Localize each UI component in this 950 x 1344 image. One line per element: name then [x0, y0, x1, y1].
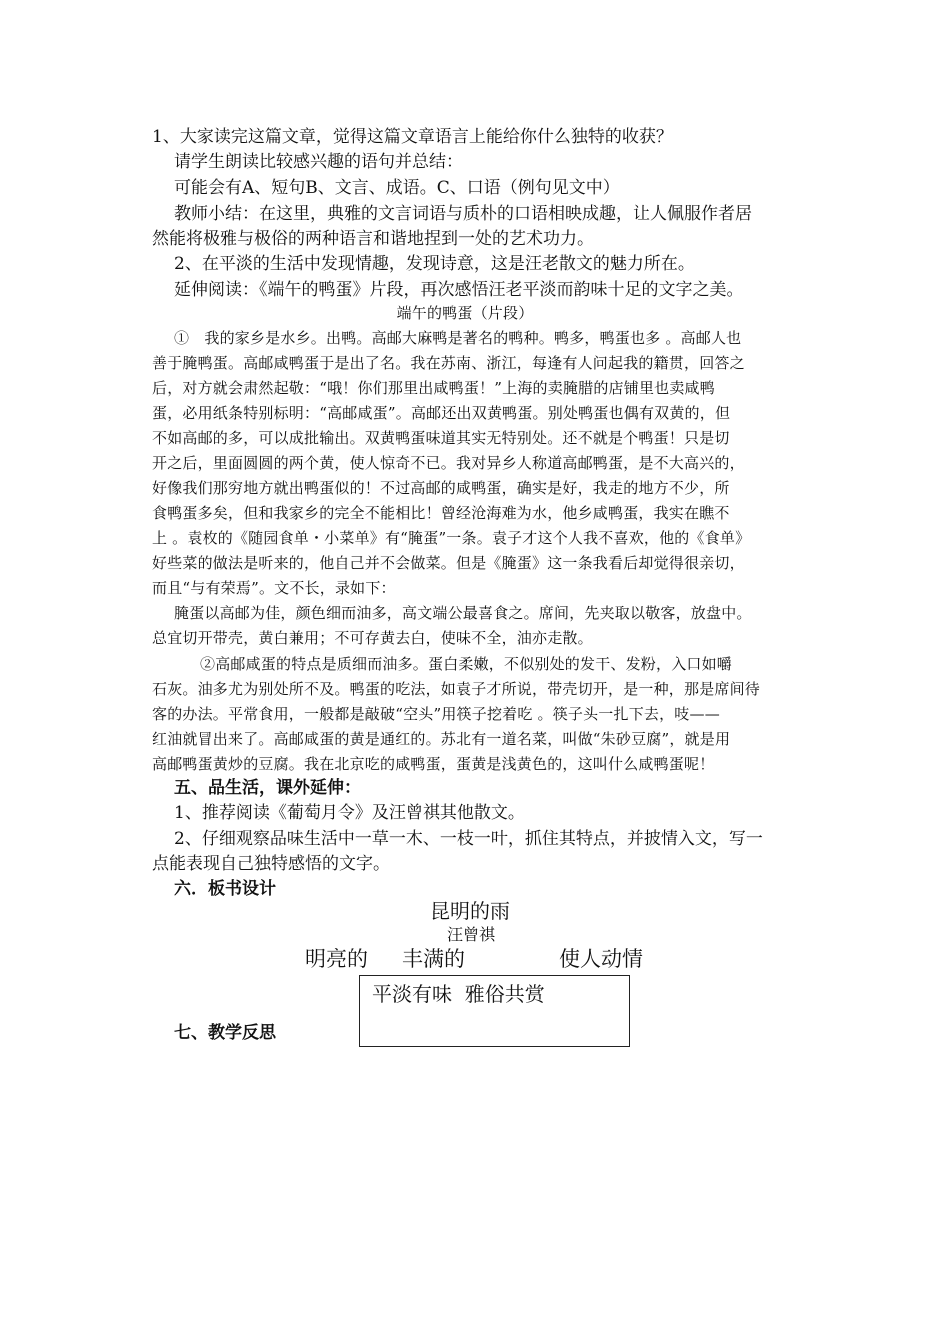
- excerpt-line: ②高邮咸蛋的特点是质细而油多。蛋白柔嫩，不似别处的发干、发粉，入口如嚼: [200, 655, 733, 673]
- excerpt-line: 而且“与有荣焉”。文不长，录如下：: [152, 579, 396, 597]
- board-word-full: 丰满的: [402, 947, 465, 971]
- excerpt-line: 善于腌鸭蛋。高邮咸鸭蛋于是出了名。我在苏南、浙江，每逢有人问起我的籍贯，回答之: [152, 354, 745, 372]
- excerpt-line: 食鸭蛋多矣，但和我家乡的完全不能相比！曾经沧海难为水，他乡咸鸭蛋，我实在瞧不: [152, 504, 730, 522]
- section-6-heading: 六．板书设计: [174, 879, 276, 899]
- board-word-moving: 使人动情: [559, 947, 643, 971]
- question-1: 1、大家读完这篇文章，觉得这篇文章语言上能给你什么独特的收获？: [152, 127, 673, 147]
- section-5-item: 1、推荐阅读《葡萄月令》及汪曾祺其他散文。: [174, 803, 525, 823]
- excerpt-line: 开之后，里面圆圆的两个黄，使人惊奇不已。我对异乡人称道高邮鸭蛋，是不大高兴的，: [152, 454, 745, 472]
- board-summary-text: 平淡有味 雅俗共赏: [372, 982, 545, 1006]
- board-title: 昆明的雨: [430, 899, 510, 923]
- excerpt-line: 不如高邮的多，可以成批输出。双黄鸭蛋味道其实无特别处。还不就是个鸭蛋！只是切: [152, 429, 730, 447]
- extended-reading: 延伸阅读：《端午的鸭蛋》片段，再次感悟汪老平淡而韵味十足的文字之美。: [174, 280, 744, 300]
- excerpt-line: 高邮鸭蛋黄炒的豆腐。我在北京吃的咸鸭蛋，蛋黄是浅黄色的，这叫什么咸鸭蛋呢！: [152, 755, 715, 773]
- quote-line: 总宜切开带壳，黄白兼用；不可存黄去白，使味不全，油亦走散。: [152, 629, 593, 647]
- section-5-heading: 五、品生活，课外延伸：: [174, 778, 361, 798]
- excerpt-line: 好像我们那穷地方就出鸭蛋似的！不过高邮的咸鸭蛋，确实是好，我走的地方不少，所: [152, 479, 730, 497]
- teacher-summary-line-1: 教师小结：在这里，典雅的文言词语与质朴的口语相映成趣，让人佩服作者居: [174, 204, 752, 224]
- excerpt-line: 石灰。油多尤为别处所不及。鸭蛋的吃法，如袁子才所说，带壳切开，是一种，那是席间待: [152, 680, 761, 698]
- quote-line: 腌蛋以高邮为佳，颜色细而油多，高文端公最喜食之。席间，先夹取以敬客，放盘中。: [174, 604, 752, 622]
- instruction-line: 请学生朗读比较感兴趣的语句并总结：: [174, 152, 463, 172]
- excerpt-line: 蛋，必用纸条特别标明：“高邮咸蛋”。高邮还出双黄鸭蛋。别处鸭蛋也偶有双黄的，但: [152, 404, 731, 422]
- excerpt-title: 端午的鸭蛋（片段）: [396, 304, 534, 322]
- excerpt-line: 上 。袁枚的《随园食单・小菜单》有“腌蛋”一条。袁子才这个人我不喜欢，他的《食单》: [152, 529, 751, 547]
- section-5-item: 2、仔细观察品味生活中一草一木、一枝一叶，抓住其特点，并披情入文，写一: [174, 829, 763, 849]
- possible-answers: 可能会有A、短句B、文言、成语。C、口语（例句见文中）: [174, 178, 620, 198]
- excerpt-line: 客的办法。平常食用，一般都是敲破“空头”用筷子挖着吃 。筷子头一扎下去，吱——: [152, 705, 720, 723]
- section-5-item: 点能表现自己独特感悟的文字。: [152, 854, 390, 874]
- point-2: 2、在平淡的生活中发现情趣，发现诗意，这是汪老散文的魅力所在。: [174, 254, 695, 274]
- teacher-summary-line-2: 然能将极雅与极俗的两种语言和谐地捏到一处的艺术功力。: [152, 229, 594, 249]
- excerpt-line: 好些菜的做法是听来的，他自己并不会做菜。但是《腌蛋》这一条我看后却觉得很亲切，: [152, 554, 745, 572]
- section-7-heading: 七、教学反思: [174, 1023, 276, 1043]
- excerpt-line: 红油就冒出来了。高邮咸蛋的黄是通红的。苏北有一道名菜，叫做“朱砂豆腐”，就是用: [152, 730, 731, 748]
- board-summary-box: [359, 975, 630, 1047]
- excerpt-line: ① 我的家乡是水乡。出鸭。高邮大麻鸭是著名的鸭种。鸭多，鸭蛋也多 。高邮人也: [174, 329, 742, 347]
- excerpt-line: 后，对方就会肃然起敬：“哦！你们那里出咸鸭蛋！”上海的卖腌腊的店铺里也卖咸鸭: [152, 379, 715, 397]
- board-author: 汪曾祺: [447, 925, 496, 944]
- board-word-bright: 明亮的: [305, 947, 368, 971]
